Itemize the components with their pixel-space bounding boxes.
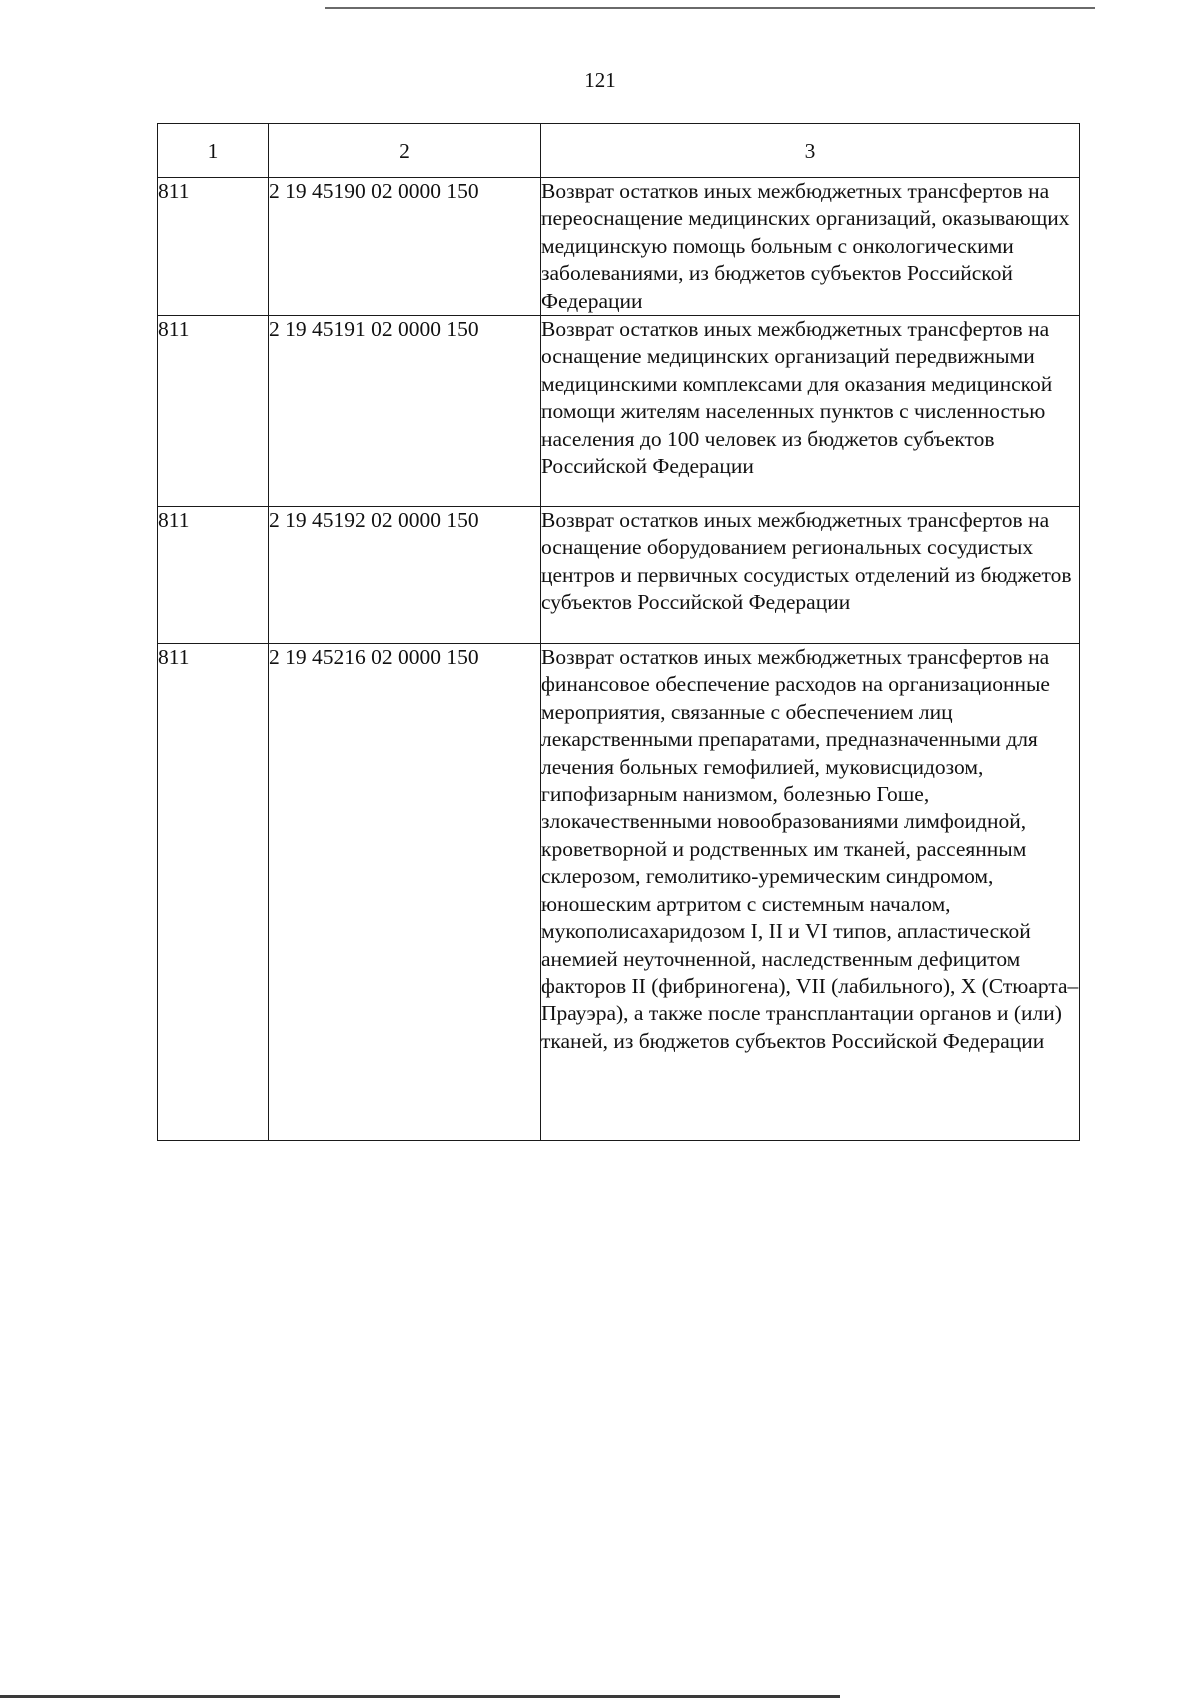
description-cell: Возврат остатков иных межбюджетных трансфертов на оснащение медицинских организаций передвижными медицинскими комплексами для оказания медицинской помощи жителям населенных пунктов с численностью населения до 100 человек из бюджетов субъектов Российской Федерации bbox=[541, 316, 1080, 507]
column-header-3: 3 bbox=[541, 124, 1080, 178]
kbk-code-cell: 2 19 45216 02 0000 150 bbox=[269, 644, 541, 1141]
description-cell: Возврат остатков иных межбюджетных трансфертов на финансовое обеспечение расходов на организационные мероприятия, связанные с обеспечением лиц лекарственными препаратами, предназначенными для лечения больных гемофилией, муковисцидозом, гипофизарным нанизмом, болезнью Гоше, злокачественными новообразованиями лимфоидной, кроветворной и родственных им тканей, рассеянным склерозом, гемолитико-уремическим синдромом, юношеским артритом с системным началом, мукополисахаридозом I, II и VI типов, апластической анемией неуточненной, наследственным дефицитом факторов II (фибриногена), VII (лабильного), X (Стюарта–Прауэра), а также после трансплантации органов и (или) тканей, из бюджетов субъектов Российской Федерации bbox=[541, 644, 1080, 1141]
table-row bbox=[158, 644, 1080, 1141]
column-header-1: 1 bbox=[158, 124, 269, 178]
column-header-2: 2 bbox=[269, 124, 541, 178]
kbk-code-cell: 2 19 45190 02 0000 150 bbox=[269, 178, 541, 316]
admin-code-cell: 811 bbox=[158, 644, 269, 1141]
kbk-code-cell: 2 19 45191 02 0000 150 bbox=[269, 316, 541, 507]
bottom-edge-rule bbox=[0, 1695, 840, 1698]
table-row bbox=[158, 507, 1080, 644]
kbk-code-cell: 2 19 45192 02 0000 150 bbox=[269, 507, 541, 644]
admin-code-cell: 811 bbox=[158, 178, 269, 316]
budget-classification-table bbox=[157, 123, 1080, 1141]
table-header-row bbox=[158, 124, 1080, 178]
admin-code-cell: 811 bbox=[158, 507, 269, 644]
page-number: 121 bbox=[584, 68, 616, 92]
admin-code-cell: 811 bbox=[158, 316, 269, 507]
description-cell: Возврат остатков иных межбюджетных трансфертов на переоснащение медицинских организаций, оказывающих медицинскую помощь больным с онкологическими заболеваниями, из бюджетов субъектов Российской Федерации bbox=[541, 178, 1080, 316]
table-row bbox=[158, 178, 1080, 316]
top-edge-rule bbox=[325, 7, 1095, 9]
table-row bbox=[158, 316, 1080, 507]
description-cell: Возврат остатков иных межбюджетных трансфертов на оснащение оборудованием региональных сосудистых центров и первичных сосудистых отделений из бюджетов субъектов Российской Федерации bbox=[541, 507, 1080, 644]
